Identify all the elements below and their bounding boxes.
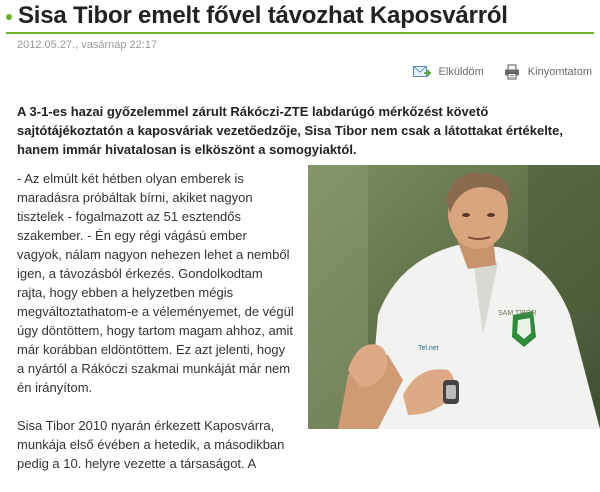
send-label: Elküldöm	[438, 66, 484, 78]
print-button[interactable]	[504, 64, 592, 80]
article-title-row	[6, 2, 508, 30]
shirt-text: SAM TIBOR	[498, 310, 537, 317]
title-divider	[6, 32, 594, 34]
article-body	[17, 169, 295, 492]
send-button[interactable]	[413, 65, 484, 79]
article-title: Sisa Tibor emelt fővel távozhat Kaposvárról	[18, 2, 508, 29]
article-date: 2012.05.27., vasárnap 22:17	[17, 39, 158, 51]
printer-icon	[504, 64, 520, 80]
email-send-icon	[413, 65, 431, 79]
article-photo	[308, 165, 600, 429]
article-paragraph: - Az elmúlt két hétben olyan emberek is maradásra próbáltak bírni, akiket nagyon tisztelek - fogalmazott az 51 esztendős szakember. - Én egy régi vágású ember vagyok, nálam nagyon nehezen lehet a nemből igen, a távozásból érkezés. Gondolkodtam rajta, hogy ebben a helyzetben mégis megváltoztathatom-e a véleményemet, de végül úgy döntöttem, hogy tartom magam ahhoz, amit már korábban eldöntöttem. Ez azt jelenti, hogy a nyártól a Rákóczi szakmai munkáját már nem én irányítom.	[17, 171, 294, 395]
title-bullet-icon	[6, 14, 12, 20]
article-paragraph: Sisa Tibor 2010 nyarán érkezett Kaposvárra, munkája első évében a hetedik, a másodikban pedig a 10. helyre vezette a társaságot. A	[17, 418, 285, 471]
article-lead: A 3-1-es hazai győzelemmel zárult Rákóczi-ZTE labdarúgó mérkőzést követő sajtótájékoztatón a kaposváriak vezetőedzője, Sisa Tibor nem csak a látottakat értékelte, hanem immár hivatalosan is elköszönt a somogyiaktól.	[17, 104, 563, 157]
article-toolbar	[393, 64, 592, 80]
shirt-sponsor: Tel.net	[418, 345, 439, 352]
coach-photo	[308, 165, 600, 429]
print-label: Kinyomtatom	[527, 66, 592, 78]
